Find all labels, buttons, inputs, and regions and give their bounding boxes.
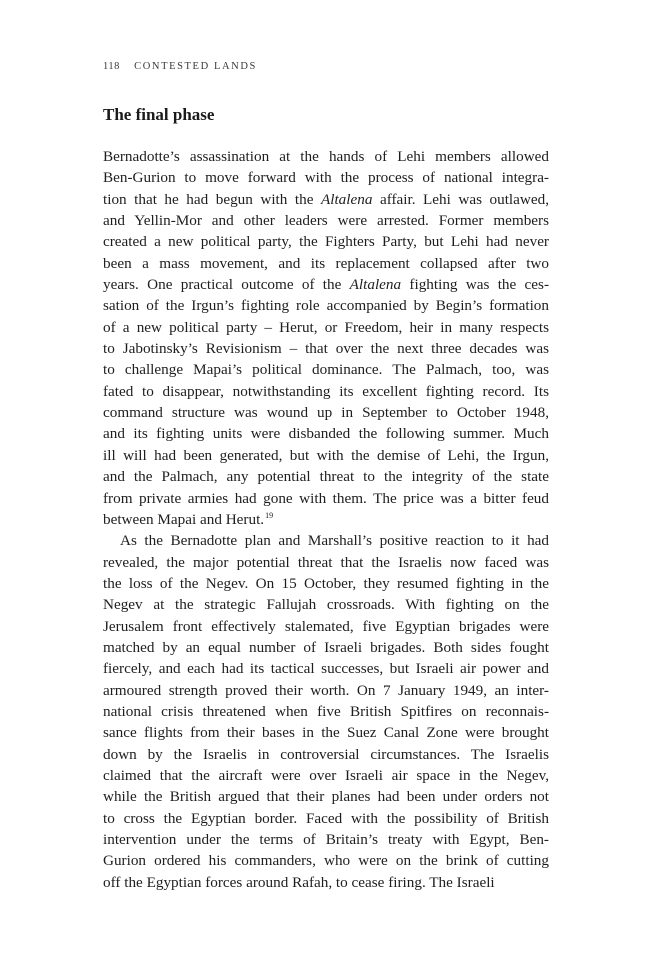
text-line [103,423,549,444]
text-line [103,701,549,722]
text-line [103,658,549,679]
page-number: 118 [103,61,120,72]
text-segment: Bernadotte’s assassination at the hands of Lehi members allowed [103,148,549,165]
text-segment: down by the Israelis in controversial circumstances. The Israelis [103,745,549,763]
text-segment: matched by an equal number of Israeli brigades. Both sides fought [103,638,549,656]
text-segment: affair. Lehi was outlawed, [372,190,549,208]
text-segment: from private armies had gone with them. The price was a bitter feud [103,489,549,507]
text-segment: national crisis threatened when five British Spitfires on reconnais- [103,702,549,720]
text-segment: Ben-Gurion to move forward with the process of national integra- [103,169,549,187]
text-segment: to Jabotinsky’s Revisionism – that over the next three decades was [103,340,549,358]
text-line [103,808,549,829]
text-line [103,359,549,380]
text-segment: between Mapai and Herut. [103,510,265,528]
text-line [103,189,549,210]
text-line [103,829,549,850]
text-segment: command structure was wound up in September to October 1948, [103,404,549,422]
text-segment: Gurion ordered his commanders, who were on the brink of cutting [103,852,549,870]
text-line [103,637,549,658]
text-line [103,488,549,509]
text-segment: the loss of the Negev. On 15 October, they resumed fighting in the [103,574,549,592]
text-line [103,552,549,573]
text-line [103,274,549,295]
text-line [103,402,549,423]
text-line [103,295,549,316]
text-line [103,594,549,615]
text-segment: intervention under the terms of Britain’s treaty with Egypt, Ben- [103,831,549,848]
text-line [103,850,549,871]
section-heading: The final phase [103,105,215,124]
text-line [103,872,549,893]
text-line [103,765,549,786]
text-segment: As the Bernadotte plan and Marshall’s positive reaction to it had [120,532,549,550]
text-segment: and the Palmach, any potential threat to the integrity of the state [103,468,549,486]
text-segment: years. One practical outcome of the [103,276,350,294]
text-segment: fighting was the ces- [401,276,549,294]
text-segment: revealed, the major potential threat that the Israelis now faced was [103,553,549,571]
text-line [103,167,549,188]
text-segment: and its fighting units were disbanded the following summer. Much [103,425,549,443]
running-head-title: CONTESTED LANDS [134,61,257,72]
text-line [103,509,549,530]
italic-text: Altalena [320,190,373,208]
paragraph [103,146,549,530]
text-line [103,680,549,701]
body-text [103,146,549,893]
text-segment: created a new political party, the Fighters Party, but Lehi had never [103,233,549,251]
text-line [103,253,549,274]
text-segment: tion that he had begun with the [103,190,321,208]
text-line [103,744,549,765]
text-line [103,317,549,338]
text-line [103,210,549,231]
text-line [103,786,549,807]
text-segment: fiercely, and each had its tactical successes, but Israeli air power and [103,660,549,678]
text-line [103,722,549,743]
text-segment: armoured strength proved their worth. On 7 January 1949, an inter- [103,681,549,699]
text-segment: of a new political party – Herut, or Freedom, heir in many respects [103,318,549,336]
text-segment: Jerusalem front effectively stalemated, five Egyptian brigades were [103,617,549,635]
text-segment: fated to disappear, notwithstanding its excellent fighting record. Its [103,382,549,400]
text-line [103,530,549,551]
text-segment: and Yellin-Mor and other leaders were arrested. Former members [103,212,549,230]
text-segment: ill will had been generated, but with the demise of Lehi, the Irgun, [103,446,549,464]
text-line [103,381,549,402]
text-segment: while the British argued that their planes had been under orders not [103,788,549,806]
text-segment: to cross the Egyptian border. Faced with the possibility of British [103,809,549,827]
text-line [103,338,549,359]
text-segment: off the Egyptian forces around Rafah, to cease firing. The Israeli [103,873,495,891]
text-segment: sance flights from their bases in the Suez Canal Zone were brought [103,724,549,742]
paragraph [103,530,549,893]
text-line [103,146,549,167]
text-line [103,616,549,637]
text-segment: to challenge Mapai’s political dominance. The Palmach, too, was [103,361,549,379]
text-segment: claimed that the aircraft were over Israeli air space in the Negev, [103,766,549,784]
running-head [103,61,257,72]
text-segment: Negev at the strategic Fallujah crossroads. With fighting on the [103,596,549,614]
italic-text: Altalena [349,276,402,294]
text-line [103,466,549,487]
text-line [103,573,549,594]
footnote-reference: 19 [265,510,274,520]
text-segment: sation of the Irgun’s fighting role accompanied by Begin’s formation [103,297,549,315]
text-line [103,231,549,252]
text-line [103,445,549,466]
text-segment: been a mass movement, and its replacement collapsed after two [103,254,549,272]
